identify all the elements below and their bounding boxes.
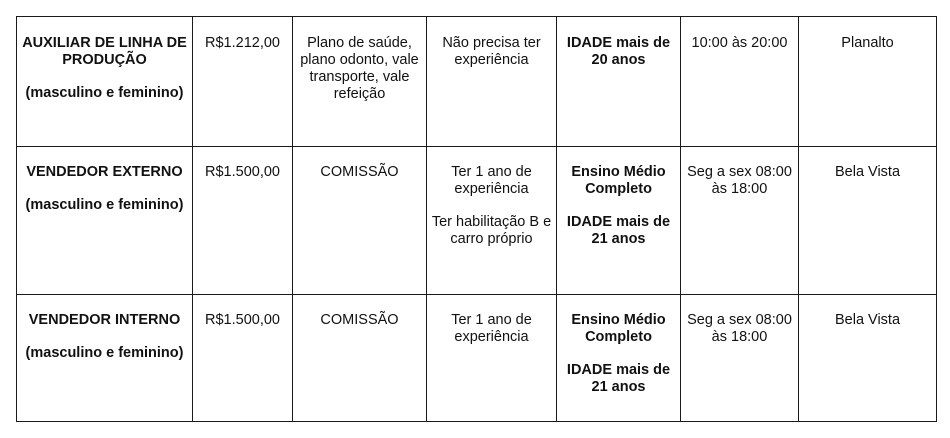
experience-requirement: Ter 1 ano de experiência [451,312,532,345]
experience-requirement: Ter habilitação B e carro próprio [431,214,552,247]
schedule: Seg a sex 08:00 às 18:00 [687,312,792,345]
benefits-cell [293,295,427,422]
benefits-cell [293,147,427,295]
location-cell [799,147,937,295]
salary-cell [193,17,293,147]
job-title-cell [17,147,193,295]
location-cell [799,295,937,422]
salary: R$1.500,00 [205,312,280,328]
benefits: COMISSÃO [320,312,399,328]
job-title: VENDEDOR EXTERNO [26,164,183,180]
job-title: VENDEDOR INTERNO [28,312,181,328]
requirement: IDADE mais de 21 anos [566,362,671,395]
table-row [17,147,937,295]
experience-cell [427,295,557,422]
table-row [17,17,937,147]
location-cell [799,17,937,147]
job-gender: (masculino e feminino) [25,345,184,361]
table-row [17,295,937,422]
location: Planalto [841,35,894,51]
schedule: 10:00 às 20:00 [691,35,788,51]
job-listings-table [16,16,937,422]
requirements-cell [557,17,681,147]
requirements-cell [557,295,681,422]
job-gender: (masculino e feminino) [25,85,184,101]
requirement: Ensino Médio Completo [571,312,666,345]
benefits: Plano de saúde, plano odonto, vale transporte, vale refeição [300,35,419,102]
job-title-cell [17,17,193,147]
experience-cell [427,147,557,295]
salary-cell [193,295,293,422]
experience-requirement: Não precisa ter experiência [442,35,541,68]
benefits-cell [293,17,427,147]
job-title: AUXILIAR DE LINHA DE PRODUÇÃO [22,35,187,68]
requirements-cell [557,147,681,295]
benefits: COMISSÃO [320,164,399,180]
location: Bela Vista [834,164,901,180]
salary-cell [193,147,293,295]
schedule: Seg a sex 08:00 às 18:00 [687,164,792,197]
requirement: IDADE mais de 21 anos [566,214,671,247]
job-title-cell [17,295,193,422]
location: Bela Vista [834,312,901,328]
experience-requirement: Ter 1 ano de experiência [451,164,532,197]
schedule-cell [681,147,799,295]
requirement: Ensino Médio Completo [571,164,666,197]
requirement: IDADE mais de 20 anos [566,35,671,68]
schedule-cell [681,295,799,422]
salary: R$1.212,00 [205,35,280,51]
schedule-cell [681,17,799,147]
job-gender: (masculino e feminino) [25,197,184,213]
salary: R$1.500,00 [205,164,280,180]
experience-cell [427,17,557,147]
